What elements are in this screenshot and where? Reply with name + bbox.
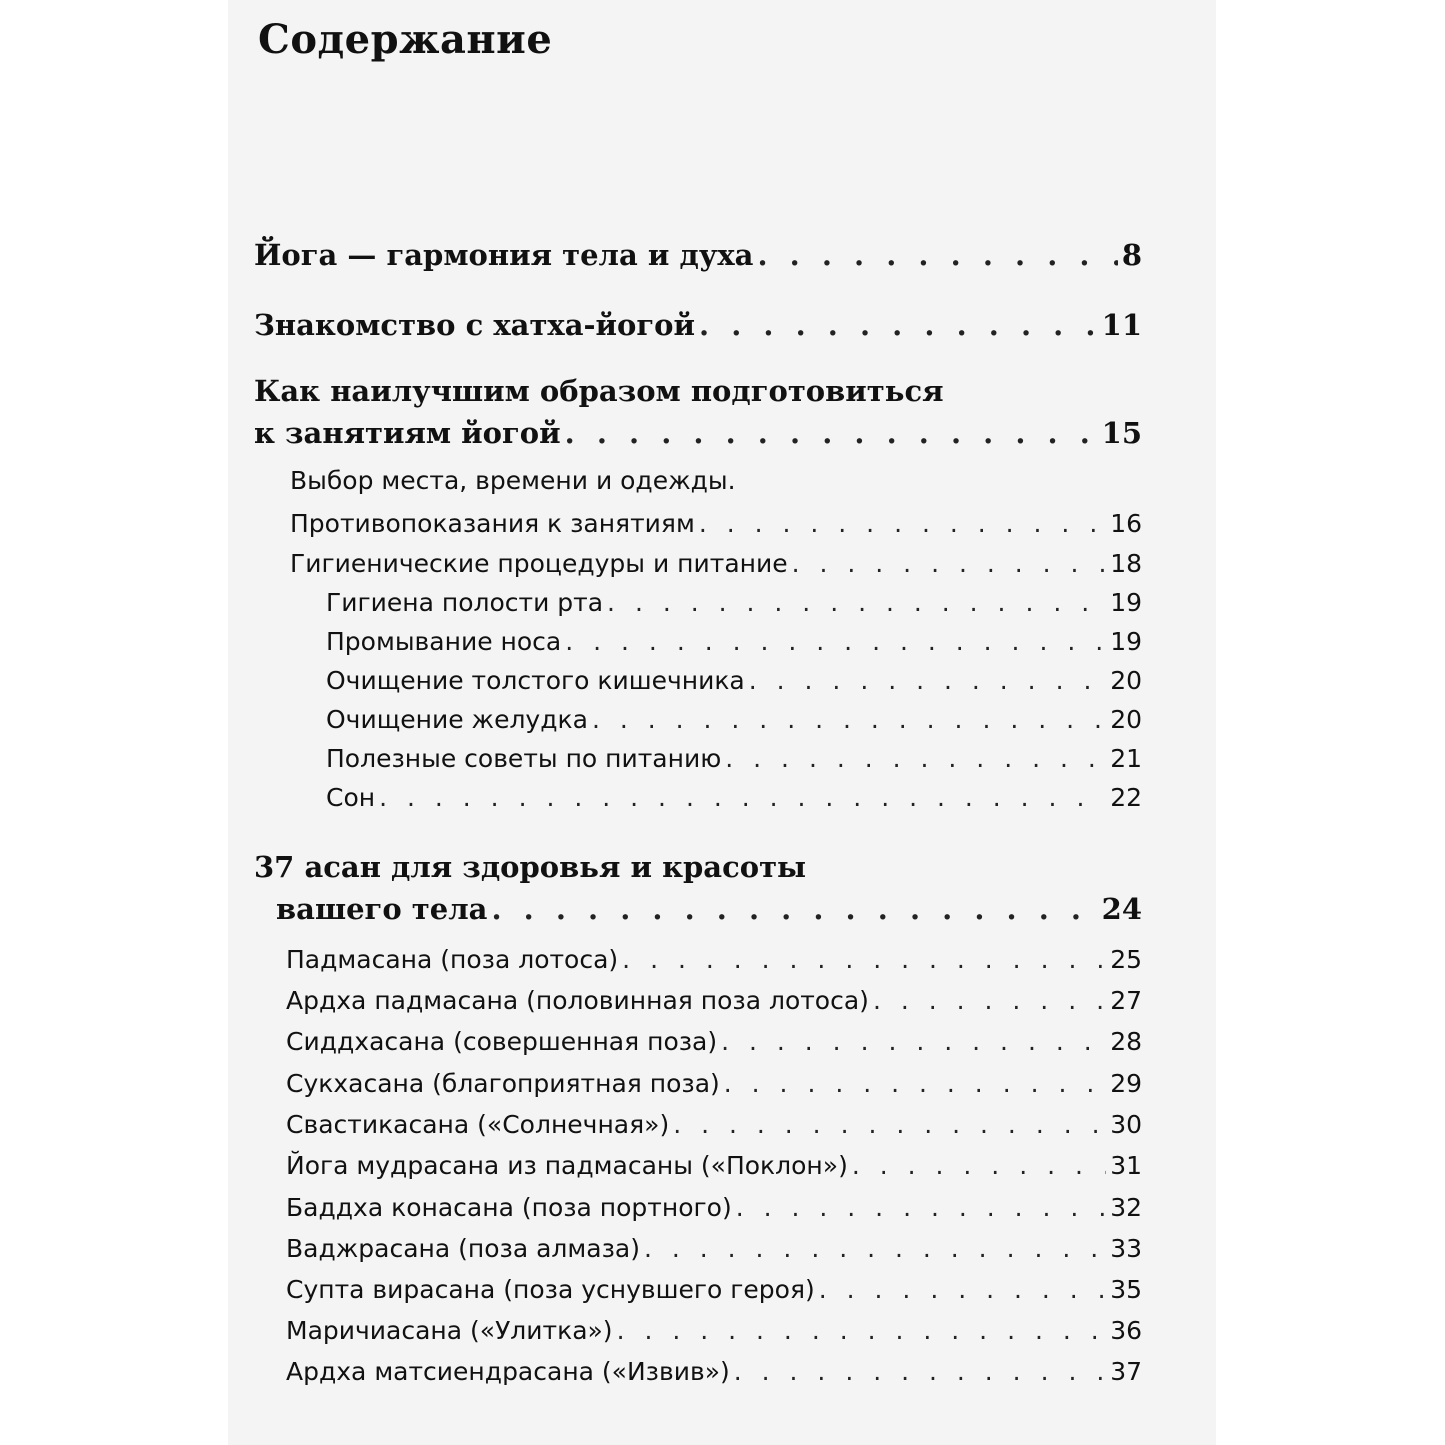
page-number: 20 [1110, 666, 1142, 695]
page-number: 32 [1110, 1193, 1142, 1222]
leader-dots [607, 588, 1106, 617]
toc-label: к занятиям йогой [254, 416, 561, 450]
toc-label: Гигиенические процедуры и питание [290, 549, 788, 578]
toc-section [290, 509, 1142, 538]
toc-label: Гигиена полости рта [326, 588, 604, 617]
page-number: 29 [1110, 1069, 1142, 1098]
leader-dots [792, 549, 1107, 578]
leader-dots [734, 1357, 1106, 1386]
toc-label: Ваджрасана (поза алмаза) [286, 1234, 640, 1263]
page-number: 15 [1101, 416, 1142, 450]
toc-asana [286, 945, 1142, 974]
leader-dots [379, 783, 1106, 812]
leader-dots [852, 1151, 1106, 1180]
toc-subsection [326, 666, 1142, 695]
toc-subsection [326, 588, 1142, 617]
leader-dots [749, 666, 1106, 695]
page-title: Содержание [258, 16, 553, 63]
leader-dots [491, 892, 1097, 926]
toc-label: Полезные советы по питанию [326, 744, 722, 773]
page-number: 24 [1101, 892, 1142, 926]
toc-label: Маричиасана («Улитка») [286, 1316, 613, 1345]
leader-dots [721, 1027, 1106, 1056]
toc-chapter [254, 308, 1142, 342]
book-page [228, 0, 1216, 1445]
leader-dots [622, 945, 1106, 974]
leader-dots [699, 308, 1098, 342]
page-number: 31 [1110, 1151, 1142, 1180]
toc-label: Йога мудрасана из падмасаны («Поклон») [286, 1151, 848, 1180]
toc-label: Ардха падмасана (половинная поза лотоса) [286, 986, 869, 1015]
page-number: 19 [1110, 627, 1142, 656]
toc-label: Промывание носа [326, 627, 562, 656]
toc-subsection [326, 744, 1142, 773]
page-number: 22 [1110, 783, 1142, 812]
page-number: 36 [1110, 1316, 1142, 1345]
leader-dots [673, 1110, 1106, 1139]
toc-label: вашего тела [276, 892, 488, 926]
toc-label: Сон [326, 783, 376, 812]
toc-subsection [326, 783, 1142, 812]
toc-label: Баддха конасана (поза портного) [286, 1193, 732, 1222]
page-number: 25 [1110, 945, 1142, 974]
leader-dots [873, 986, 1106, 1015]
toc-subsection [326, 705, 1142, 734]
toc-subsection [326, 627, 1142, 656]
page-number: 16 [1110, 509, 1142, 538]
toc-label: Сиддхасана (совершенная поза) [286, 1027, 718, 1056]
toc-label: Ардха матсиендрасана («Извив») [286, 1357, 730, 1386]
leader-dots [757, 238, 1117, 272]
leader-dots [724, 1069, 1106, 1098]
toc-asana [286, 1110, 1142, 1139]
toc-asana [286, 1151, 1142, 1180]
page-number: 11 [1101, 308, 1142, 342]
leader-dots [736, 1193, 1106, 1222]
toc-chapter [276, 892, 1142, 926]
page-number: 20 [1110, 705, 1142, 734]
page-number: 18 [1110, 549, 1142, 578]
toc-asana [286, 1316, 1142, 1345]
leader-dots [617, 1316, 1107, 1345]
toc-asana [286, 1234, 1142, 1263]
toc-label: Очищение желудка [326, 705, 588, 734]
toc-label: Свастикасана («Солнечная») [286, 1110, 670, 1139]
toc-label: Йога — гармония тела и духа [254, 238, 754, 272]
page-number: 8 [1121, 238, 1142, 272]
toc-chapter [254, 238, 1142, 272]
toc-asana [286, 1069, 1142, 1098]
page-number: 30 [1110, 1110, 1142, 1139]
toc-asana [286, 986, 1142, 1015]
toc-label: Супта вирасана (поза уснувшего героя) [286, 1275, 815, 1304]
toc-asana [286, 1027, 1142, 1056]
leader-dots [565, 627, 1106, 656]
toc-chapter-line: Как наилучшим образом подготовиться [254, 374, 944, 408]
toc-label: Сукхасана (благоприятная поза) [286, 1069, 720, 1098]
leader-dots [592, 705, 1106, 734]
leader-dots [699, 509, 1106, 538]
page-number: 27 [1110, 986, 1142, 1015]
leader-dots [565, 416, 1098, 450]
toc-label: Очищение толстого кишечника [326, 666, 745, 695]
toc-label: Противопоказания к занятиям [290, 509, 695, 538]
toc-asana [286, 1193, 1142, 1222]
page-number: 19 [1110, 588, 1142, 617]
toc-label: Знакомство с хатха-йогой [254, 308, 696, 342]
page-number: 33 [1110, 1234, 1142, 1263]
leader-dots [725, 744, 1106, 773]
page-number: 37 [1110, 1357, 1142, 1386]
toc-chapter [254, 416, 1142, 450]
toc-asana [286, 1275, 1142, 1304]
page-number: 28 [1110, 1027, 1142, 1056]
toc-asana [286, 1357, 1142, 1386]
leader-dots [644, 1234, 1106, 1263]
page-number: 35 [1110, 1275, 1142, 1304]
leader-dots [819, 1275, 1106, 1304]
toc-section [290, 466, 1142, 495]
toc-label: Выбор места, времени и одежды. [290, 466, 736, 495]
toc-chapter-line: 37 асан для здоровья и красоты [254, 850, 807, 884]
page-number: 21 [1110, 744, 1142, 773]
toc-section [290, 549, 1142, 578]
toc-label: Падмасана (поза лотоса) [286, 945, 619, 974]
